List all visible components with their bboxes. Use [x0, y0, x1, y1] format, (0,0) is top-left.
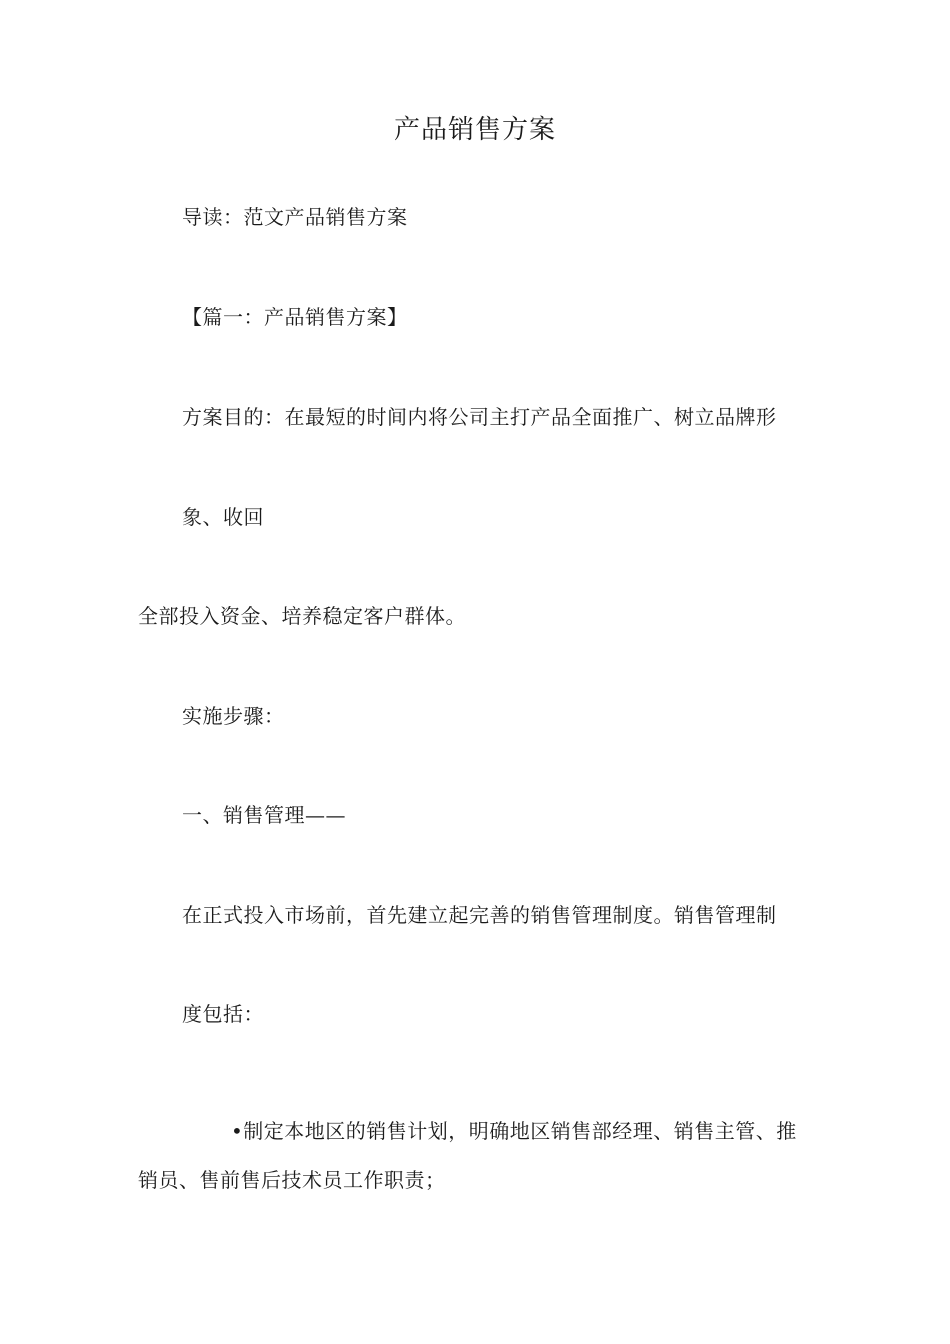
bullet-item: •制定本地区的销售计划，明确地区销售部经理、销售主管、推: [231, 1119, 797, 1143]
paragraph-line: 度包括：: [182, 1002, 264, 1026]
bullet-item-continuation: 销员、售前售后技术员工作职责；: [138, 1168, 446, 1192]
paragraph-line: 全部投入资金、培养稳定客户群体。: [138, 604, 466, 628]
section-heading: 【篇一：产品销售方案】: [182, 305, 408, 329]
subsection-heading: 一、销售管理——: [182, 803, 346, 827]
paragraph-line: 象、收回: [182, 505, 264, 529]
paragraph-line: 方案目的：在最短的时间内将公司主打产品全面推广、树立品牌形: [182, 405, 777, 429]
paragraph-line: 在正式投入市场前，首先建立起完善的销售管理制度。销售管理制: [182, 903, 777, 927]
intro-line: 导读：范文产品销售方案: [182, 205, 408, 229]
document-title: 产品销售方案: [393, 115, 556, 145]
paragraph-line: 实施步骤：: [182, 704, 285, 728]
